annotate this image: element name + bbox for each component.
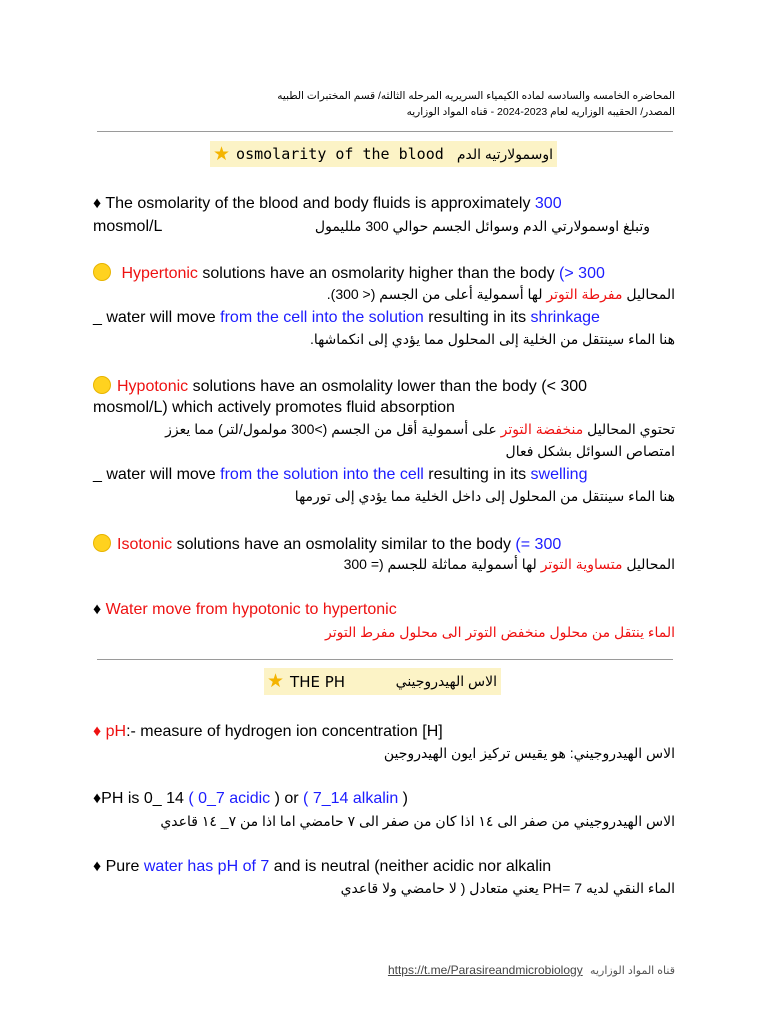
p4-text: solutions have an osmolality similar to the body	[172, 536, 516, 553]
p6-arabic: الاس الهيدروجيني: هو يقيس تركيز ايون الهيدروجين	[383, 745, 675, 761]
p8-text-2: and is neutral (neither acidic nor alkalin	[269, 858, 552, 875]
yellow-circle-icon	[93, 376, 111, 394]
banner-title-ar: الاس الهيدروجيني	[395, 673, 497, 689]
p3-text-3a: _ water will move	[93, 466, 221, 483]
banner-title-ar: اوسمولارتيه الدم	[456, 145, 553, 162]
diamond-bullet: ♦	[93, 723, 102, 740]
p2-ar-text-a: المحاليل	[622, 286, 675, 302]
header-line-2: المصدر/ الحقيبه الوزاريه لعام 2023-2024 - قناه المواد الوزاريه	[406, 106, 675, 118]
p3-ar-text-b: على أسمولية أقل من الجسم (>300 مولمول/لتر) مما يعزز	[165, 421, 501, 437]
p3-text-3b: resulting in its	[423, 466, 531, 483]
p1-arabic: وتبلغ اوسمولارتي الدم وسوائل الجسم حوالي 300 ملليمول	[314, 218, 650, 234]
term-hypertonic: Hypertonic	[121, 265, 198, 282]
p2-arabic-1	[327, 286, 675, 303]
p3-direction: from the solution into the cell	[220, 466, 424, 483]
p8-text-1: ♦ Pure	[93, 858, 144, 875]
p7-text-3: )	[402, 790, 408, 807]
yellow-circle-icon	[93, 263, 111, 281]
diamond-bullet: ♦	[93, 195, 102, 212]
term-ph: pH	[105, 723, 127, 740]
p2-text: solutions have an osmolarity higher than the body	[197, 265, 560, 282]
p1-line-1	[93, 195, 562, 213]
p3-line-3	[93, 466, 587, 484]
divider-middle	[97, 659, 673, 660]
p8-line	[93, 858, 551, 876]
p7-line	[93, 790, 408, 808]
p2-value: (> 300	[559, 265, 605, 282]
diamond-bullet: ♦	[93, 601, 102, 618]
p1-text: The osmolarity of the blood and body fluids is approximately	[105, 195, 535, 212]
p7-text-1: ♦PH is 0_ 14	[93, 790, 189, 807]
p6-line	[93, 723, 443, 741]
p2-ar-term: مفرطة التوتر	[546, 286, 623, 302]
p3-arabic-3: هنا الماء سينتقل من المحلول إلى داخل الخلية مما يؤدي إلى تورمها	[294, 488, 675, 504]
p3-arabic-2: امتصاص السوائل بشكل فعال	[505, 443, 675, 459]
section-banner-osmolarity	[210, 141, 557, 167]
p7-arabic: الاس الهيدروجيني من صفر الى ١٤ اذا كان من صفر الى ٧ حامضي اما اذا من ٧_ ١٤ قاعدي	[160, 813, 675, 829]
p3-ar-term: منخفضة التوتر	[500, 421, 584, 437]
p3-line-1	[93, 376, 587, 396]
p2-text-2b: resulting in its	[423, 309, 531, 326]
p2-text-2a: _ water will move	[93, 309, 221, 326]
p3-text-1: solutions have an osmolality lower than the body (< 300	[188, 378, 588, 395]
p2-direction: from the cell into the solution	[220, 309, 424, 326]
term-isotonic: Isotonic	[117, 536, 173, 553]
footer-channel-name: قناه المواد الوزاريه	[590, 965, 675, 977]
p2-line-1	[93, 263, 605, 283]
footer	[388, 963, 675, 977]
banner-title-en: THE PH	[290, 672, 346, 691]
p2-arabic-2: هنا الماء سينتقل من الخلية إلى المحلول مما يؤدي إلى انكماشها.	[309, 331, 675, 347]
p3-ar-text-a: تحتوي المحاليل	[583, 421, 675, 437]
p3-result: swelling	[530, 466, 588, 483]
p4-ar-text-b: لها أسمولية مماثلة للجسم (= 300	[343, 556, 541, 572]
p2-ar-text-b: لها أسمولية أعلى من الجسم (< 300).	[326, 286, 547, 302]
p2-result: shrinkage	[530, 309, 600, 326]
p3-arabic-1	[165, 421, 675, 438]
p4-ar-text-a: المحاليل	[622, 556, 675, 572]
p5-arabic: الماء ينتقل من محلول منخفض التوتر الى محلول مفرط التوتر	[325, 624, 675, 640]
p4-arabic	[344, 556, 675, 573]
p4-ar-term: متساوية التوتر	[540, 556, 623, 572]
header-line-1: المحاضره الخامسه والسادسه لماده الكيمياء السريريه المرحله الثالثه/ قسم المختبرات الطبيه	[277, 90, 675, 102]
footer-telegram-link[interactable]: https://t.me/Parasireandmicrobiology	[387, 963, 583, 977]
p6-text: :- measure of hydrogen ion concentration [H]	[126, 723, 443, 740]
p5-line	[93, 601, 397, 619]
banner-title-en: osmolarity of the blood	[236, 145, 444, 163]
p7-alkalin: ( 7_14 alkalin	[303, 790, 403, 807]
p4-line-1	[93, 534, 561, 554]
p1-highlight: 300	[534, 195, 562, 212]
term-hypotonic: Hypotonic	[117, 378, 189, 395]
p1-line-2: mosmol/L	[93, 218, 163, 235]
star-icon: ★	[267, 671, 285, 692]
divider-top	[97, 131, 673, 132]
p5-statement: Water move from hypotonic to hypertonic	[105, 601, 397, 618]
star-icon: ★	[213, 143, 231, 165]
section-banner-ph	[264, 668, 501, 695]
p8-arabic: الماء النقي لديه PH= 7 يعني متعادل ( لا حامضي ولا قاعدي	[340, 880, 675, 896]
p2-line-2	[93, 309, 600, 327]
yellow-circle-icon	[93, 534, 111, 552]
p7-text-2: ) or	[274, 790, 304, 807]
p3-line-2: mosmol/L) which actively promotes fluid absorption	[93, 399, 455, 416]
p7-acidic: ( 0_7 acidic	[188, 790, 275, 807]
p8-highlight: water has pH of 7	[143, 858, 270, 875]
p4-value: (= 300	[515, 536, 562, 553]
